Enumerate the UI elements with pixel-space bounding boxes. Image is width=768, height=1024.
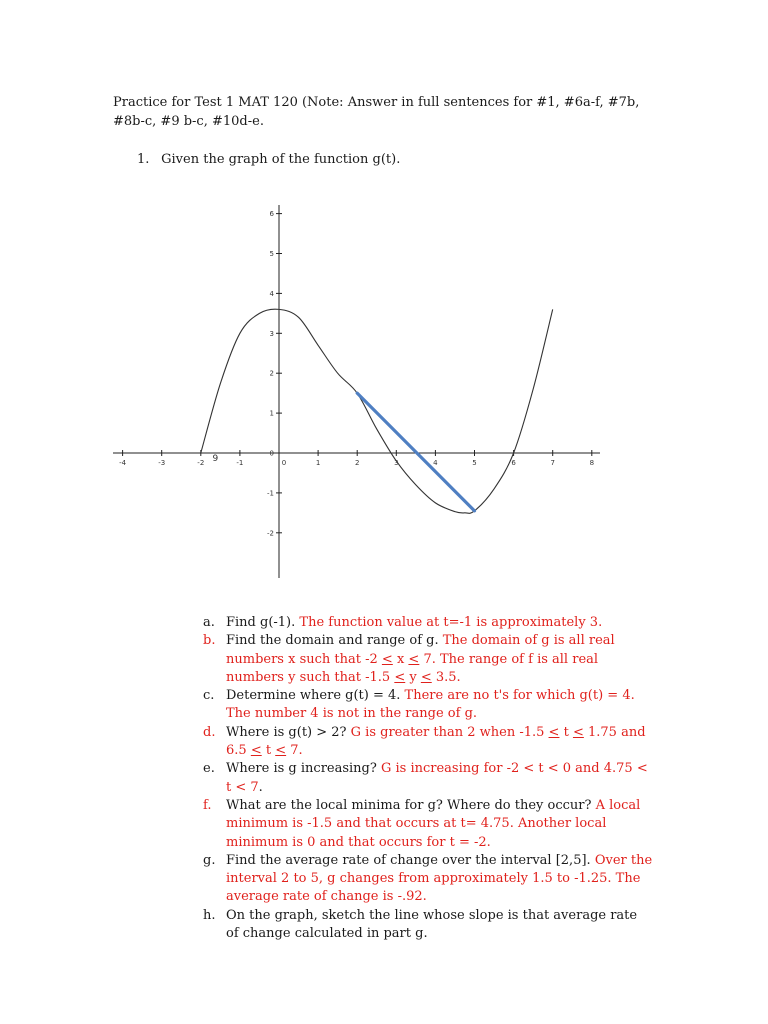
answer-response-text: There are no t's for which g(t) = 4. The number 4 is not in the range of g.: [226, 688, 635, 722]
answer-item: [203, 907, 653, 944]
answer-response-text: <: [275, 743, 287, 759]
answer-question-text: Determine where g(t) = 4.: [226, 688, 405, 704]
answer-label: c.: [203, 688, 215, 704]
answer-response-text: <: [572, 724, 584, 740]
answer-response-text: t: [559, 724, 573, 740]
answer-label: h.: [203, 907, 216, 923]
x-tick-label: -2: [197, 459, 205, 467]
x-tick-label: 1: [315, 459, 321, 467]
answer-response-text: <: [548, 724, 560, 740]
x-tick-label: 2: [354, 459, 360, 467]
secant-line: [354, 393, 477, 511]
answer-question-text: What are the local minima for g? Where do they occur?: [226, 797, 596, 813]
graph-ticks: [119, 210, 594, 537]
answer-response-text: The domain of g is all real numbers x such that -2: [226, 633, 615, 667]
answer-response-text: A local minimum is -1.5 and that occurs at t= 4.75. Another local minimum is 0 and that occurs for t = -2.: [226, 797, 641, 850]
x-tick-label: 3: [394, 459, 399, 467]
answer-response-text: G is increasing for -2 < t < 0 and 4.75 < t < 7: [226, 761, 648, 795]
question-text: Given the graph of the function g(t).: [161, 152, 401, 167]
x-tick-label: -3: [158, 459, 166, 467]
answer-response-text: 7. The range of f is all real numbers y such that -1.5: [226, 651, 599, 685]
answer-question-text: Find g(-1).: [226, 615, 300, 630]
answer-response-text: t: [261, 743, 276, 759]
x-tick-label: 4: [433, 459, 438, 467]
answer-response-text: <: [394, 669, 406, 685]
answer-item: [203, 687, 653, 724]
y-tick-label: -1: [267, 489, 274, 498]
answer-question-text: On the graph, sketch the line whose slope is that average rate of change calculated in part g.: [226, 907, 638, 942]
answer-response-text: 1.75 and 6.5: [226, 724, 646, 759]
answer-response-text: 3.5.: [431, 669, 461, 685]
answer-item: [203, 614, 653, 632]
answer-item: [203, 632, 653, 687]
y-tick-label: 2: [269, 369, 274, 378]
answer-response-text: 7.: [286, 743, 303, 759]
y-tick-label: 1: [269, 409, 274, 418]
answer-response-text: The function value at t=-1 is approximately 3.: [299, 615, 603, 630]
x-tick-label: 5: [472, 459, 477, 467]
x-tick-label: -1: [236, 459, 244, 467]
answer-label: d.: [203, 724, 216, 740]
answer-label: f.: [203, 797, 212, 813]
answer-item: [203, 852, 653, 907]
answer-item: [203, 724, 653, 761]
x-tick-label: 8: [589, 459, 595, 467]
answer-response-text: <: [420, 669, 432, 685]
answer-item: [203, 760, 653, 797]
answer-response-text: Over the interval 2 to 5, g changes from approximately 1.5 to -1.25. The average rate of change is -.92.: [226, 852, 653, 905]
y-tick-label: 6: [269, 210, 274, 219]
x-tick-label: 6: [511, 459, 516, 467]
answer-response-text: G is greater than 2 when -1.5: [350, 724, 549, 740]
answer-response-text: <: [250, 743, 262, 759]
answer-item: [203, 797, 653, 852]
x-tick-label: 7: [550, 459, 555, 467]
answer-response-text: <: [408, 651, 420, 667]
y-tick-label: 5: [269, 250, 274, 258]
y-tick-label: 0: [269, 449, 274, 458]
y-tick-label: 4: [269, 289, 274, 298]
graph-curve-group: [201, 309, 553, 513]
answer-response-text: y: [405, 669, 421, 685]
x-tick-label-zero: 0: [281, 459, 287, 467]
answer-label: e.: [203, 761, 215, 777]
answer-question-text: Where is g increasing?: [226, 761, 381, 777]
y-tick-label: 3: [269, 329, 274, 338]
answer-question-text: Where is g(t) > 2?: [226, 724, 351, 740]
answer-label: b.: [203, 633, 216, 649]
answer-label: g.: [203, 852, 216, 868]
y-tick-label: -2: [267, 529, 274, 538]
answer-response-text: x: [392, 651, 409, 667]
answer-question-text: Find the domain and range of g.: [226, 633, 443, 649]
question-number: 1.: [137, 152, 150, 167]
answer-response-text: <: [381, 651, 393, 667]
answer-question-text: .: [258, 779, 263, 795]
answers-list: [203, 614, 653, 943]
x-tick-label: -4: [119, 459, 127, 467]
answer-label: a.: [203, 615, 215, 630]
axis-annotation-label: 9: [212, 454, 219, 464]
page-header: Practice for Test 1 MAT 120 (Note: Answer in full sentences for #1, #6a-f, #7b, #8b-c, #9 b-c, #10d-e.: [113, 95, 640, 129]
answer-question-text: Find the average rate of change over the interval [2,5].: [226, 852, 595, 868]
